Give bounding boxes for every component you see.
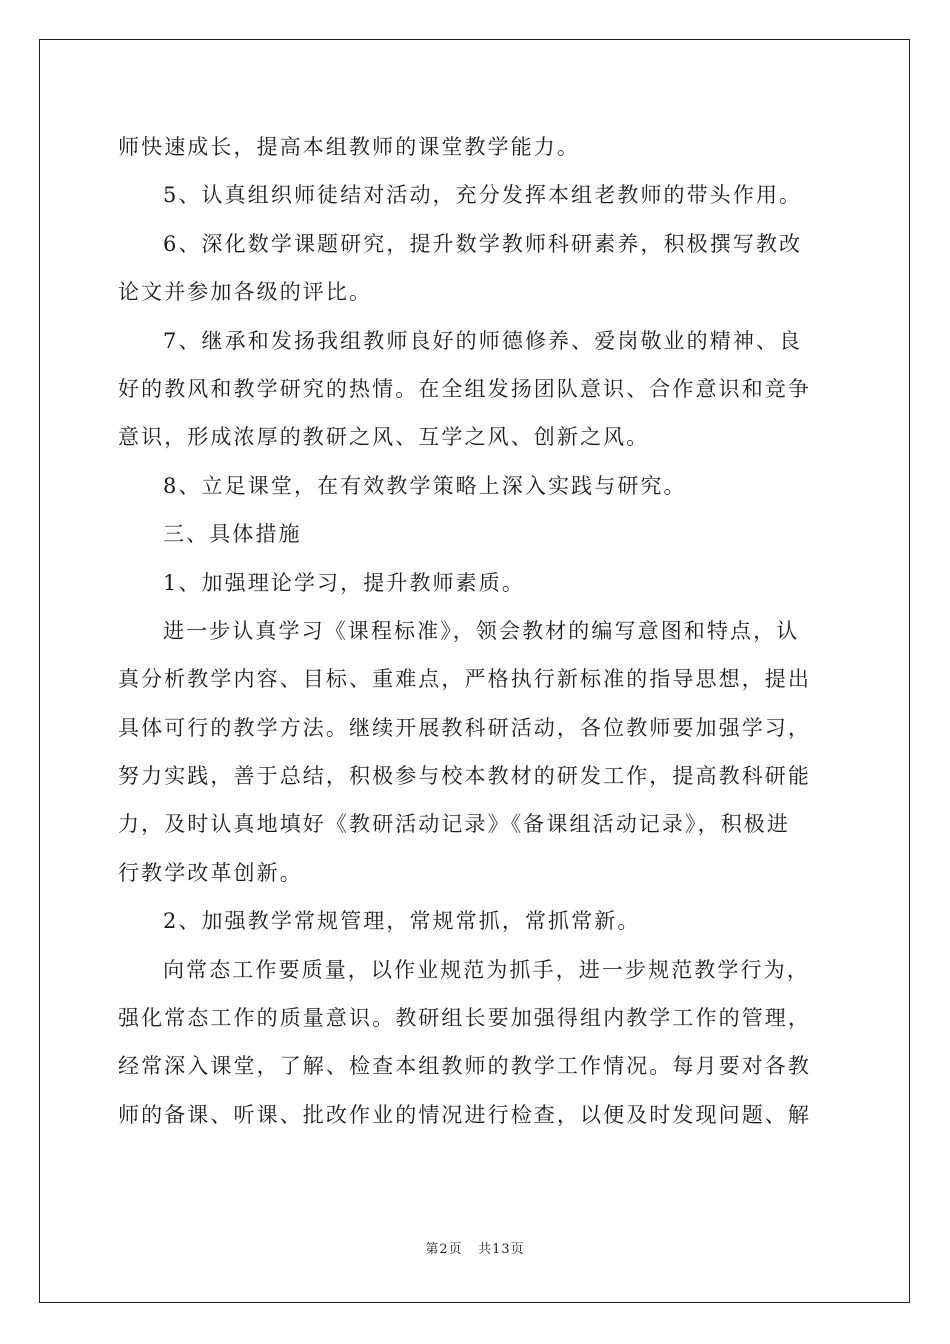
text-line-18: 向常态工作要质量，以作业规范为抓手，进一步规范教学行为， [163,957,810,982]
text-line-16: 行教学改革创新。 [118,860,303,885]
text-line-13: 具体可行的教学方法。继续开展教科研活动，各位教师要加强学习， [118,715,811,740]
text-line-3: 6、深化数学课题研究，提升数学教师科研素养，积极撰写教改 [163,231,803,256]
text-line-15: 力，及时认真地填好《教研活动记录》《备课组活动记录》，积极进 [118,812,790,837]
section-heading: 三、具体措施 [163,522,302,547]
text-line-7: 意识，形成浓厚的教研之风、互学之风、创新之风。 [118,425,650,450]
text-line-20: 经常深入课堂，了解、检查本组教师的教学工作情况。每月要对各教 [118,1054,811,1079]
page-footer [0,1238,950,1257]
document-body [118,123,838,1139]
text-line-21: 师的备课、听课、批改作业的情况进行检查，以便及时发现问题、解 [118,1102,811,1127]
text-line-4: 论文并参加各级的评比。 [118,280,373,305]
text-line-17: 2、加强教学常规管理，常规常抓，常抓常新。 [163,909,641,934]
text-line-6: 好的教风和教学研究的热情。在全组发扬团队意识、合作意识和竞争 [118,376,811,401]
text-line-5: 7、继承和发扬我组教师良好的师德修养、爱岗敬业的精神、良 [163,328,803,353]
text-line-12: 真分析教学内容、目标、重难点，严格执行新标准的指导思想，提出 [118,667,811,692]
page-total: 共13页 [478,1242,525,1257]
text-line-1: 师快速成长，提高本组教师的课堂教学能力。 [118,135,580,159]
text-line-2: 5、认真组织师徒结对活动，充分发挥本组老教师的带头作用。 [163,183,803,208]
text-line-19: 强化常态工作的质量意识。教研组长要加强得组内教学工作的管理， [118,1006,811,1031]
text-line-11: 进一步认真学习《课程标准》，领会教材的编写意图和特点，认 [163,618,800,643]
page-number: 第2页 [425,1242,463,1257]
text-line-10: 1、加强理论学习，提升教师素质。 [163,570,525,595]
text-line-14: 努力实践，善于总结，积极参与校本教材的研发工作，提高教科研能 [118,764,811,789]
text-line-8: 8、立足课堂，在有效教学策略上深入实践与研究。 [163,473,687,498]
